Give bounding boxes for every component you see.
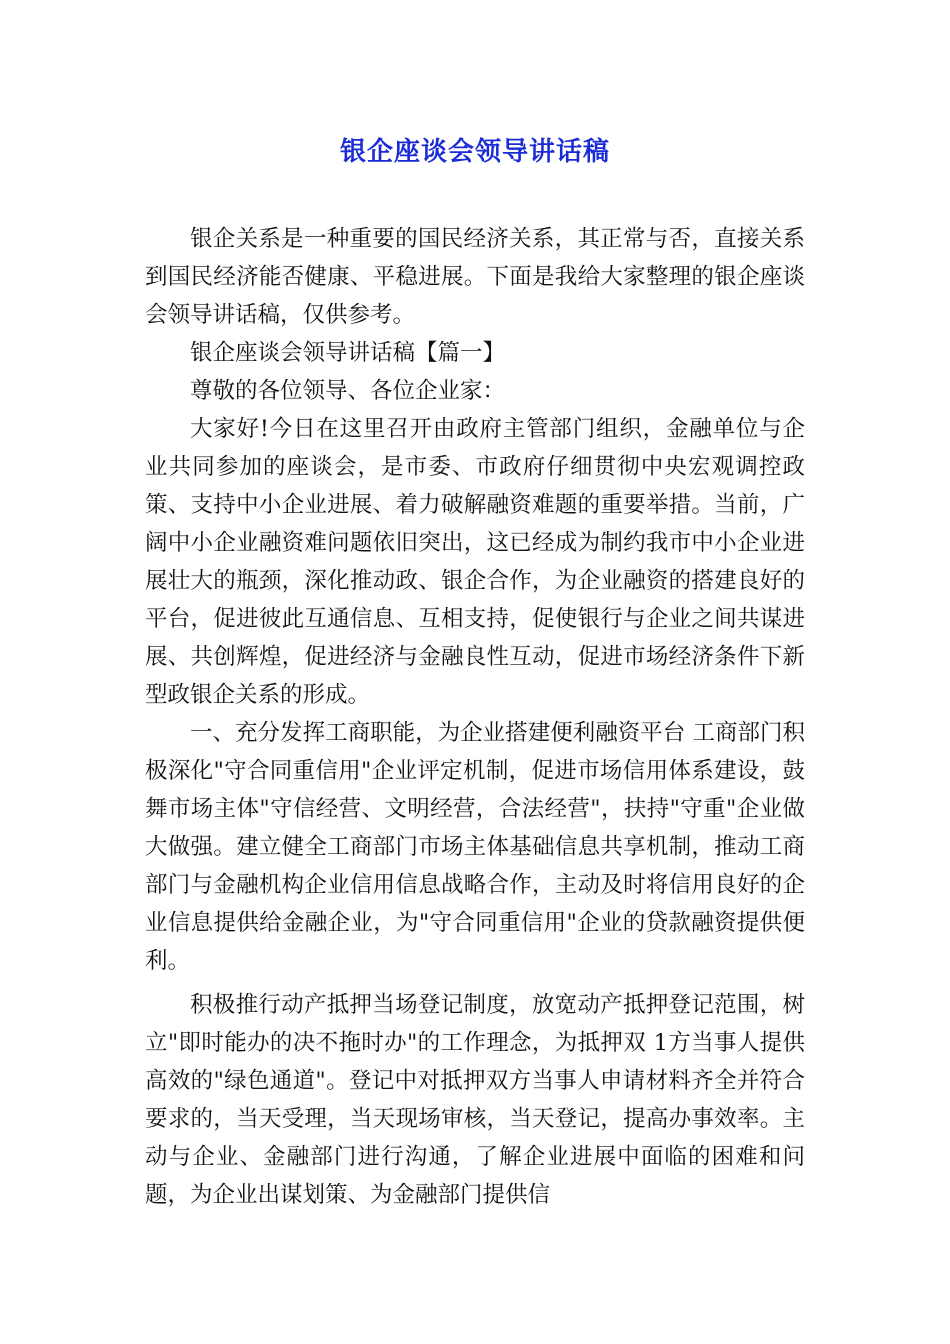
document-title: 银企座谈会领导讲话稿 <box>339 137 610 167</box>
section-heading: 银企座谈会领导讲话稿【篇一】 <box>190 340 506 366</box>
salutation: 尊敬的各位领导、各位企业家： <box>190 378 506 404</box>
speech-paragraph-mortgage: 积极推行动产抵押当场登记制度，放宽动产抵押登记范围，树立"即时能办的决不拖时办"的工作理念，为抵押双 1方当事人提供高效的"绿色通道"。登记中对抵押双方当事人申请材料齐全并符合要求的，当天受理，当天现场审核，当天登记，提高办事效率。主动与企业、金融部门进行沟通，了解企业进展中面临的困难和问题，为企业出谋划策、为金融部门提供信 <box>145 992 805 1208</box>
speech-paragraph-point-one: 一、充分发挥工商职能，为企业搭建便利融资平台 工商部门积极深化"守合同重信用"企业评定机制，促进市场信用体系建设，鼓舞市场主体"守信经营、文明经营，合法经营"，扶持"守重"企业做大做强。建立健全工商部门市场主体基础信息共享机制，推动工商部门与金融机构企业信用信息战略合作，主动及时将信用良好的企业信息提供给金融企业，为"守合同重信用"企业的贷款融资提供便利。 <box>145 720 805 974</box>
speech-paragraph-opening: 大家好!今日在这里召开由政府主管部门组织，金融单位与企业共同参加的座谈会，是市委、市政府仔细贯彻中央宏观调控政策、支持中小企业进展、着力破解融资难题的重要举措。当前，广阔中小企业融资难问题依旧突出，这已经成为制约我市中小企业进展壮大的瓶颈，深化推动政、银企合作，为企业融资的搭建良好的平台，促进彼此互通信息、互相支持，促使银行与企业之间共谋进展、共创辉煌，促进经济与金融良性互动，促进市场经济条件下新型政银企关系的形成。 <box>145 416 805 708</box>
document-body <box>145 220 805 1214</box>
intro-paragraph: 银企关系是一种重要的国民经济关系，其正常与否，直接关系到国民经济能否健康、平稳进展。下面是我给大家整理的银企座谈会领导讲话稿，仅供参考。 <box>145 226 805 328</box>
